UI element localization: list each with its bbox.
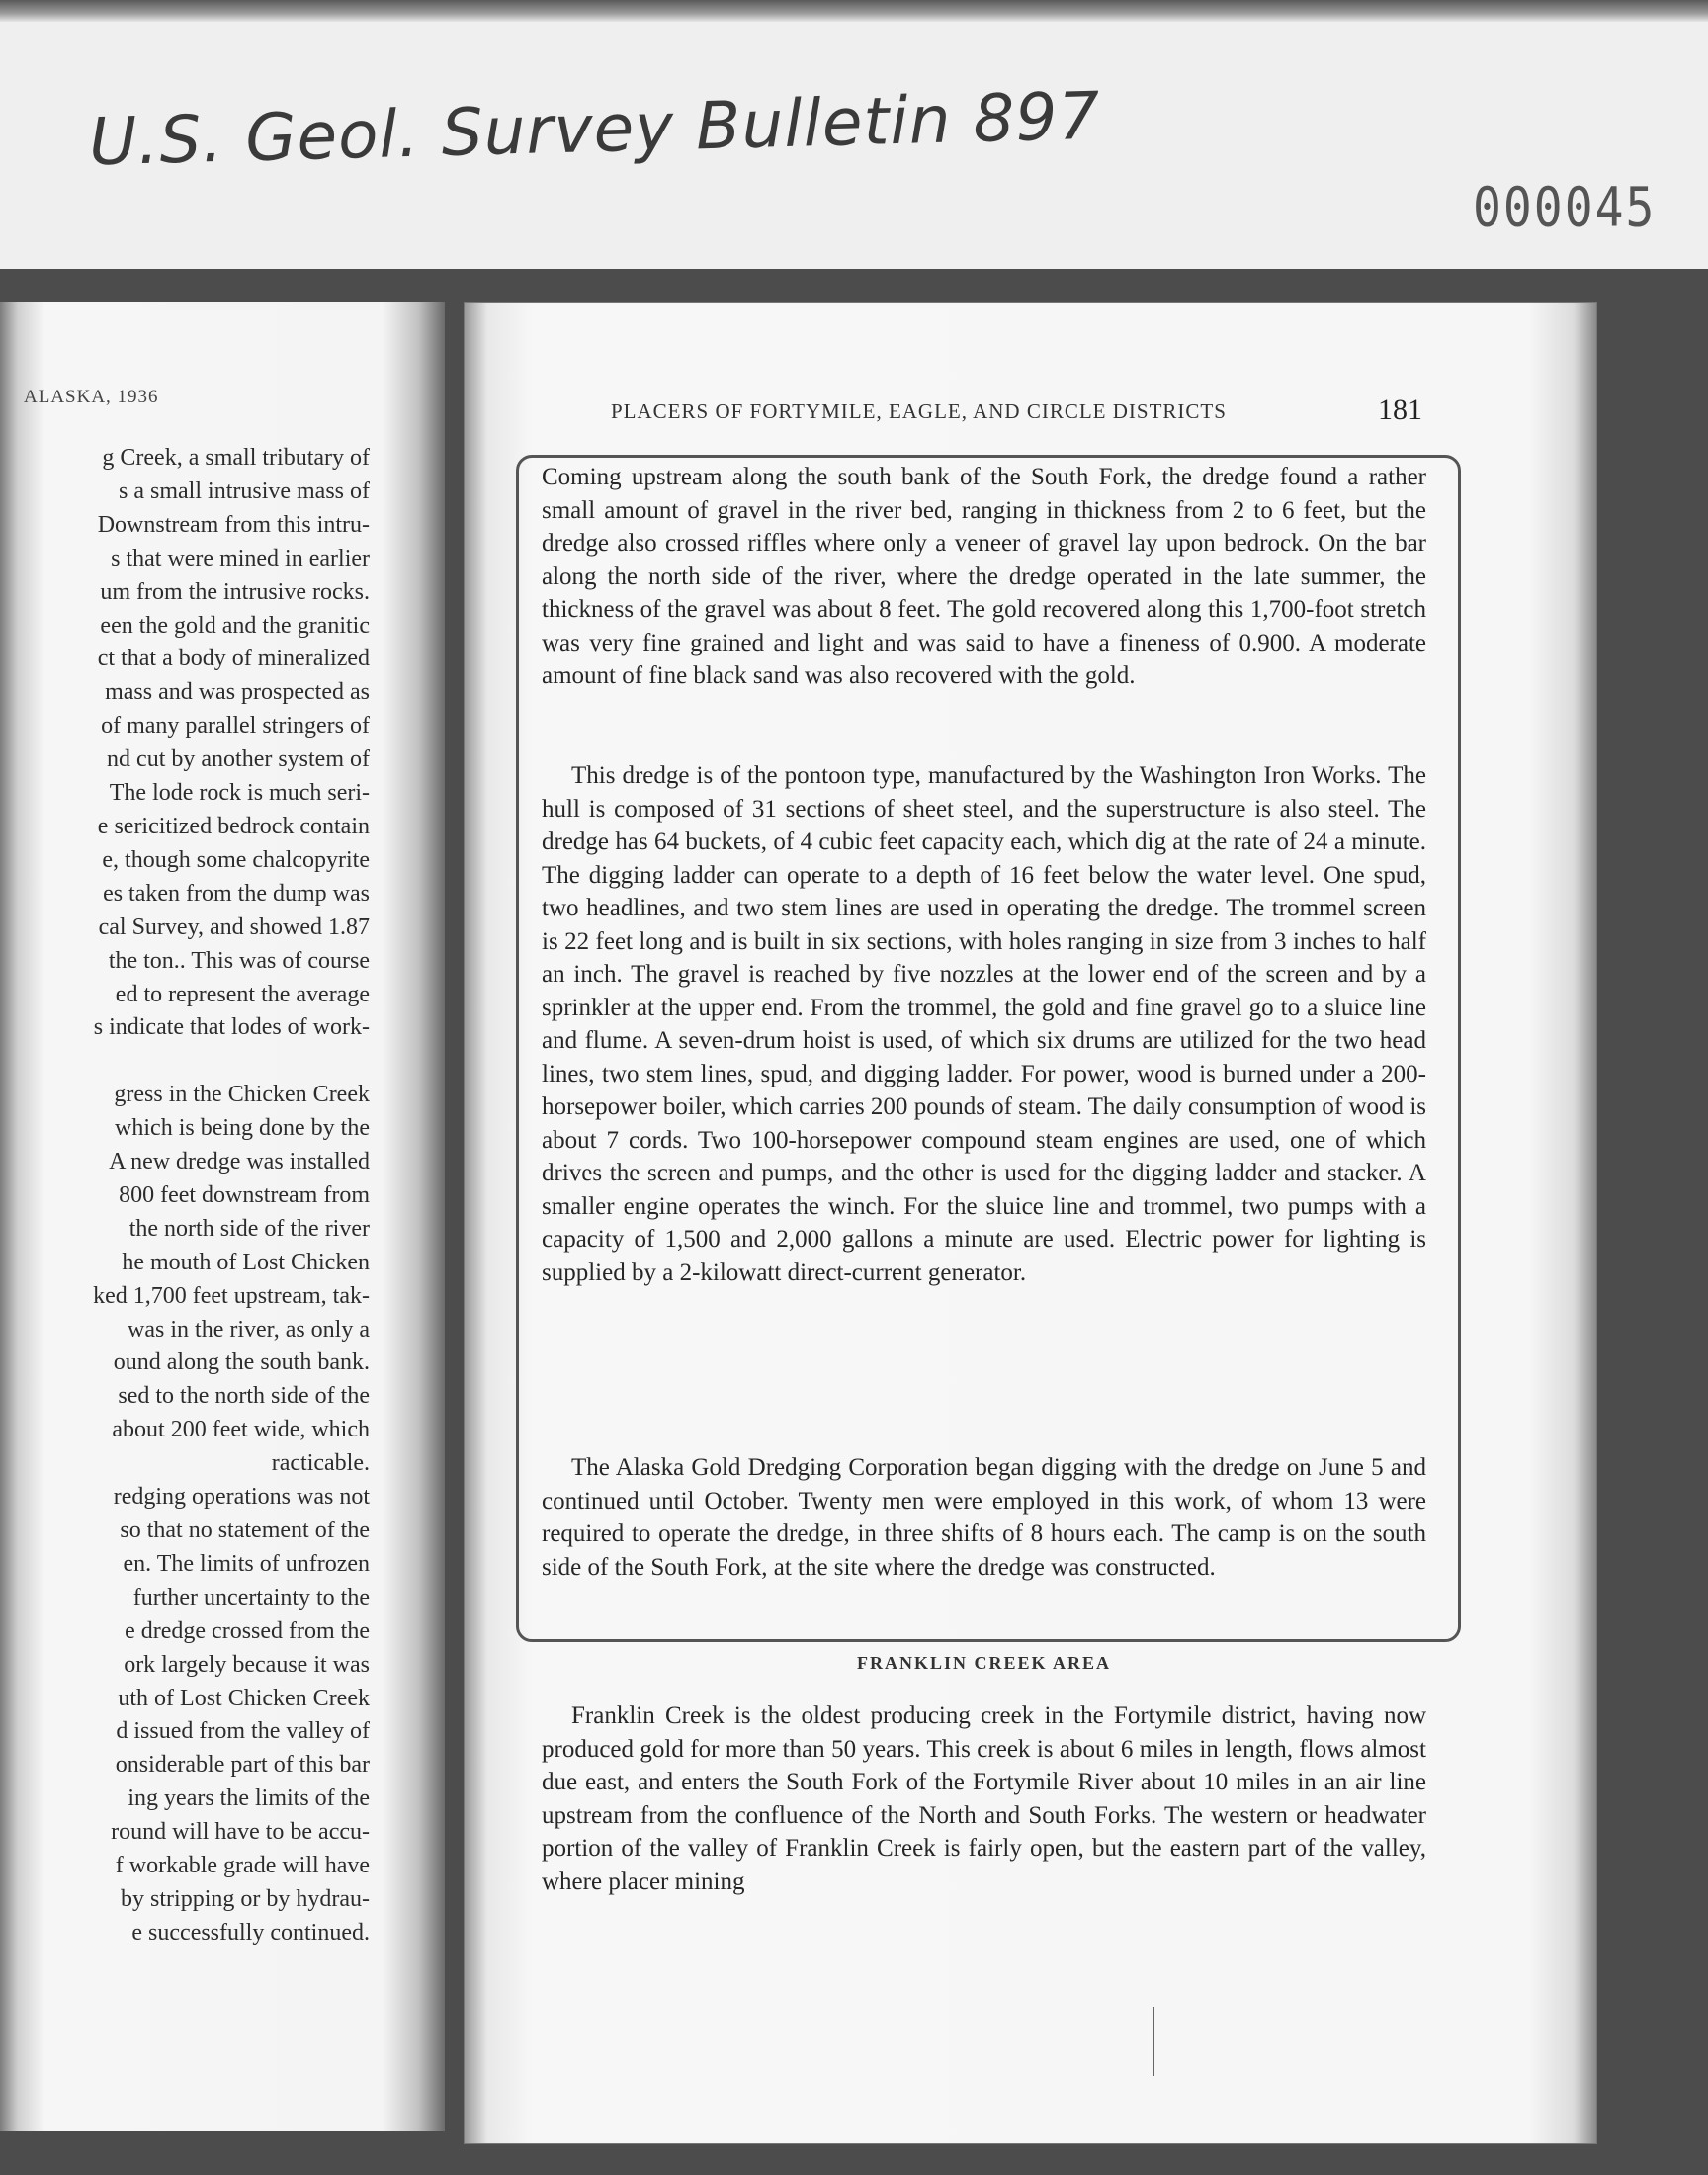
left-page-line: the ton.. This was of course [108, 947, 370, 974]
left-page-line: um from the intrusive rocks. [100, 578, 370, 605]
left-page-line: d issued from the valley of [116, 1718, 370, 1745]
left-page-text [0, 442, 370, 1951]
left-page-line: so that no statement of the [120, 1517, 370, 1543]
left-page-line: s a small intrusive mass of [119, 478, 370, 504]
left-page-line: ked 1,700 feet upstream, tak- [93, 1282, 370, 1309]
left-page-line: s indicate that lodes of work- [93, 1014, 370, 1041]
left-page-line: een the gold and the granitic [100, 612, 370, 639]
left-page-line: gress in the Chicken Creek [114, 1082, 370, 1108]
left-page-header: ALASKA, 1936 [24, 387, 159, 407]
left-page-line: nd cut by another system of [107, 746, 370, 773]
left-page-line: the north side of the river [128, 1215, 370, 1242]
left-page-line: e, though some chalcopyrite [102, 846, 370, 873]
left-page-line: e sericitized bedrock contain [97, 813, 370, 839]
left-page-line: es taken from the dump was [103, 880, 370, 907]
left-page-line: was in the river, as only a [128, 1316, 370, 1343]
left-page-line: mass and was prospected as [105, 679, 370, 706]
paragraph-dredge-gravel: Coming upstream along the south bank of the South Fork, the dredge found a rather small amount of gravel in the river bed, ranging in thickness from 2 to 6 feet, but the dredge also crossed riffles where only a veneer of gravel lay upon bedrock. On the bar along the north side of the river, where the dredge operated in the late summer, the thickness of the gravel was about 8 feet. The gold recovered along this 1,700-foot stretch was very fine grained and light and was said to have a fineness of 0.900. A moderate amount of fine black sand was also recovered with the gold. [542, 464, 1426, 689]
stamp-number: 000045 [1473, 175, 1657, 240]
left-page-line: The lode rock is much seri- [109, 780, 370, 807]
left-page-line: e successfully continued. [131, 1919, 370, 1946]
scan-top-edge [0, 0, 1708, 22]
left-page-line: of many parallel stringers of [101, 713, 370, 740]
left-page-line: racticable. [271, 1450, 370, 1477]
left-page-line: redging operations was not [113, 1484, 370, 1511]
left-page-line: cal Survey, and showed 1.87 [98, 914, 370, 940]
section-heading: FRANKLIN CREEK AREA [856, 1653, 1112, 1673]
left-page-line: by stripping or by hydrau- [121, 1885, 370, 1912]
left-page-line: A new dredge was installed [109, 1149, 370, 1175]
left-page [0, 302, 445, 2131]
left-page-line: further uncertainty to the [132, 1584, 370, 1610]
paragraph-dredging-corporation: The Alaska Gold Dredging Corporation began digging with the dredge on June 5 and continued until October. Twenty men were employed in this work, of whom 13 were required to operate the dredge, in three shifts of 8 hours each. The camp is on the south side of the South Fork, at the site where the dredge was constructed. [542, 1454, 1426, 1581]
left-page-line: en. The limits of unfrozen [123, 1550, 370, 1577]
left-page-line: he mouth of Lost Chicken [122, 1249, 370, 1275]
handwritten-note: U.S. Geol. Survey Bulletin 897 [88, 77, 1102, 181]
left-page-line: s that were mined in earlier [111, 545, 370, 571]
left-page-line [0, 1045, 370, 1079]
left-page-line: g Creek, a small tributary of [102, 445, 370, 471]
left-page-line: ork largely because it was [124, 1651, 370, 1678]
left-page-line: ed to represent the average [115, 981, 370, 1007]
left-page-line: onsiderable part of this bar [115, 1752, 370, 1779]
left-page-line: which is being done by the [115, 1115, 370, 1142]
left-page-line: Downstream from this intru- [97, 511, 370, 538]
left-page-line: round will have to be accu- [111, 1819, 370, 1846]
paragraph-dredge-equipment: This dredge is of the pontoon type, manufactured by the Washington Iron Works. The hull is composed of 31 sections of sheet steel, and the superstructure is also steel. The dredge has 64 buckets, of 4 cubic feet capacity each, which dig at the rate of 24 a minute. The digging ladder can operate to a depth of 16 feet below the water level. One spud, two headlines, and two stem lines are used in operating the dredge. The trommel screen is 22 feet long and is built in six sections, with holes ranging in size from 3 inches to half an inch. The gravel is reached by five nozzles at the lower end of the screen and by a sprinkler at the upper end. From the trommel, the gold and fine gravel go to a sluice line and flume. A seven-drum hoist is used, of which six drums are utilized for the two head lines, two stem lines, spud, and digging ladder. For power, wood is burned under a 200-horsepower boiler, which carries 200 pounds of steam. The daily consumption of wood is about 7 cords. Two 100-horsepower compound steam engines are used, one of which drives the screen and pumps, and the other is used for the digging ladder and stacker. A smaller engine operates the winch. For the sluice line and trommel, two pumps with a capacity of 1,500 and 2,000 gallons a minute are used. Electric power for lighting is supplied by a 2-kilowatt direct-current generator. [542, 762, 1426, 1286]
left-page-line: f workable grade will have [115, 1853, 370, 1879]
paragraph-franklin-creek: Franklin Creek is the oldest producing creek in the Fortymile district, having now produced gold for more than 50 years. This creek is about 6 miles in length, flows almost due east, and enters the South Fork of the Fortymile River about 10 miles in an air line upstream from the confluence of the North and South Forks. The western or headwater portion of the valley of Franklin Creek is fairly open, but the eastern part of the valley, where placer mining [542, 1702, 1426, 1895]
left-page-line: ct that a body of mineralized [97, 646, 370, 672]
running-head: PLACERS OF FORTYMILE, EAGLE, AND CIRCLE DISTRICTS [611, 399, 1227, 423]
left-page-line: about 200 feet wide, which [112, 1417, 370, 1443]
left-page-line: uth of Lost Chicken Creek [118, 1685, 370, 1711]
left-page-line: sed to the north side of the [118, 1383, 370, 1410]
page-number: 181 [1378, 393, 1422, 426]
left-page-line: ing years the limits of the [128, 1785, 370, 1812]
left-page-line: ound along the south bank. [113, 1349, 370, 1376]
pencil-mark [1153, 2007, 1154, 2076]
left-page-line: e dredge crossed from the [125, 1617, 370, 1644]
left-page-line: 800 feet downstream from [119, 1181, 370, 1208]
